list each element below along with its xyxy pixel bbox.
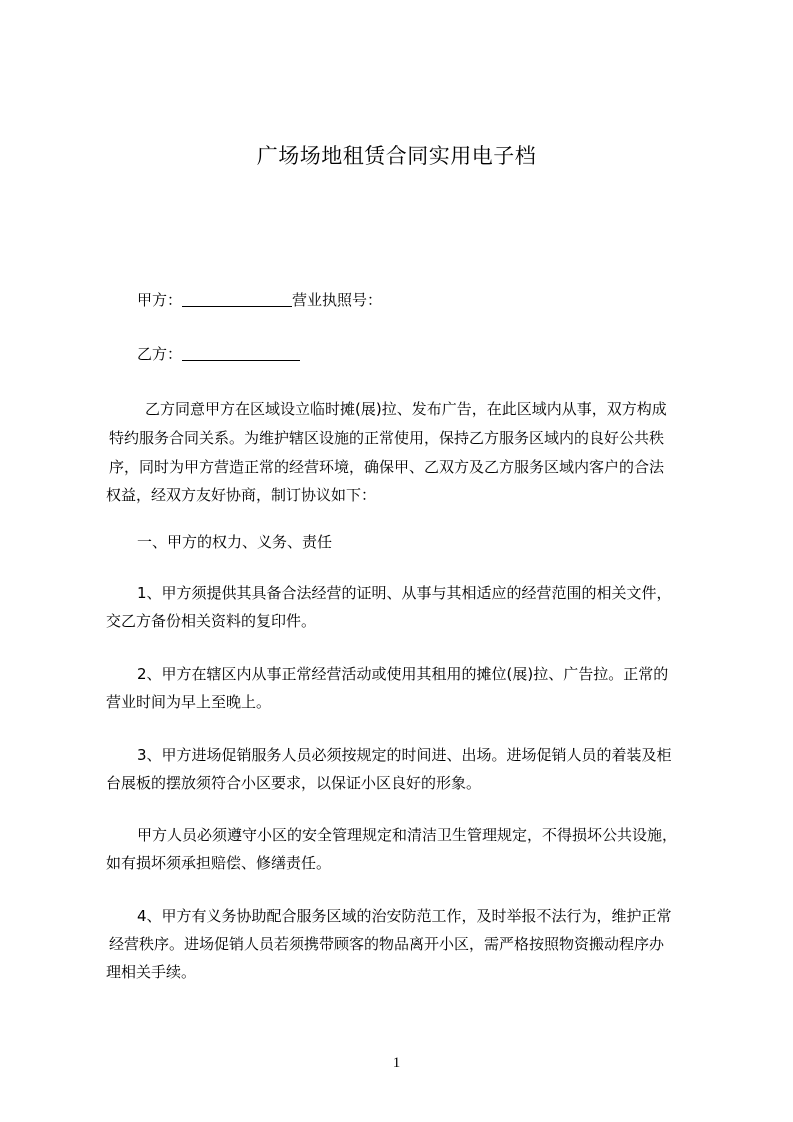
clause-3b-line-1: 甲方人员必须遵守小区的安全管理规定和清洁卫生管理规定，不得损坏公共设施，	[137, 826, 678, 844]
intro-line-2: 特约服务合同关系。为维护辖区设施的正常使用，保持乙方服务区域内的良好公共秩	[109, 429, 665, 447]
license-label: 营业执照号：	[292, 291, 383, 309]
clause-4-line-1: 4、甲方有义务协助配合服务区域的治安防范工作，及时举报不法行为，维护正常	[137, 907, 672, 925]
clause-1-line-1: 1、甲方须提供其具备合法经营的证明、从事与其相适应的经营范围的相关文件，	[137, 584, 672, 602]
clause-2-line-2: 营业时间为早上至晚上。	[106, 693, 272, 711]
party-a-line	[137, 285, 382, 315]
clause-3-line-2: 台展板的摆放须符合小区要求，以保证小区良好的形象。	[106, 774, 482, 792]
party-a-blank	[182, 292, 292, 307]
intro-line-4: 权益，经双方友好协商，制订协议如下：	[106, 486, 377, 504]
clause-1-line-2: 交乙方备份相关资料的复印件。	[106, 612, 317, 630]
document-title: 广场场地租赁合同实用电子档	[256, 144, 537, 168]
party-b-line	[137, 339, 300, 369]
clause-4-line-3: 理相关手续。	[106, 963, 197, 981]
party-a-label: 甲方：	[137, 291, 183, 309]
party-b-blank	[182, 346, 300, 361]
clause-3b-line-2: 如有损坏须承担赔偿、修缮责任。	[106, 854, 332, 872]
clause-4-line-2: 经营秩序。进场促销人员若须携带顾客的物品离开小区，需严格按照物资搬动程序办	[109, 935, 665, 953]
intro-line-1: 乙方同意甲方在区域设立临时摊(展)拉、发布广告，在此区域内从事，双方构成	[145, 400, 667, 418]
clause-3-line-1: 3、甲方进场促销服务人员必须按规定的时间进、出场。进场促销人员的着装及柜	[137, 746, 672, 764]
section-heading: 一、甲方的权力、义务、责任	[137, 533, 333, 551]
intro-line-3: 序，同时为甲方营造正常的经营环境，确保甲、乙双方及乙方服务区域内客户的合法	[109, 458, 665, 476]
page-number: 1	[392, 1055, 401, 1071]
clause-2-line-1: 2、甲方在辖区内从事正常经营活动或使用其租用的摊位(展)拉、广告拉。正常的	[137, 665, 669, 683]
party-b-label: 乙方：	[137, 345, 183, 363]
